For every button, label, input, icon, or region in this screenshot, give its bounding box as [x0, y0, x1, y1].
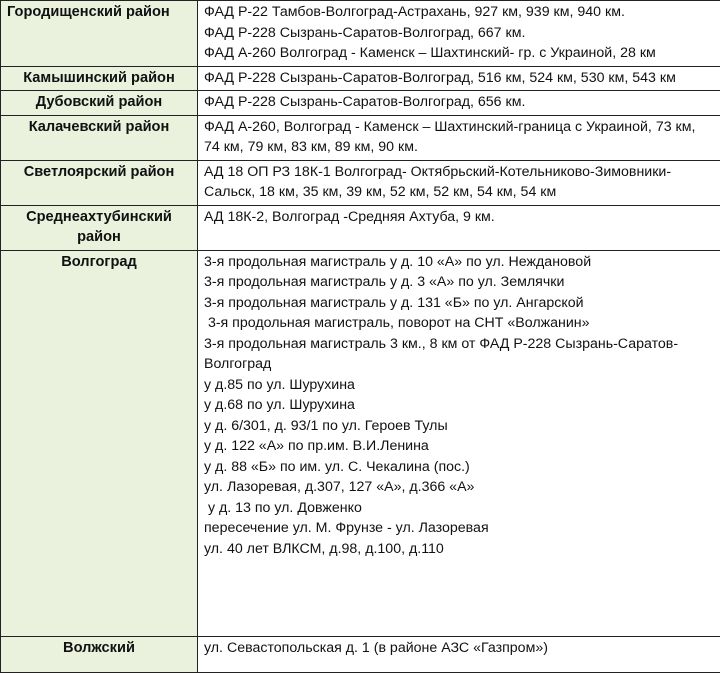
- road-line: пересечение ул. М. Фрунзе - ул. Лазоревая: [204, 518, 714, 539]
- road-line: у д. 6/301, д. 93/1 по ул. Героев Тулы: [204, 416, 714, 437]
- district-cell: Камышинский район: [1, 66, 198, 91]
- table-row: [1, 1, 720, 67]
- district-cell: Калачевский район: [1, 115, 198, 160]
- road-line: ФАД Р-228 Сызрань-Саратов-Волгоград, 667 км.: [204, 23, 714, 44]
- table-row: [1, 160, 720, 205]
- table-row: [1, 115, 720, 160]
- road-line: ФАД Р-22 Тамбов-Волгоград-Астрахань, 927 км, 939 км, 940 км.: [204, 2, 714, 23]
- road-line: 3-я продольная магистраль у д. 10 «А» по ул. Неждановой: [204, 252, 714, 273]
- roads-cell: [198, 91, 720, 116]
- road-line: 3-я продольная магистраль, поворот на СНТ «Волжанин»: [204, 313, 714, 334]
- table-row: [1, 91, 720, 116]
- table-row: [1, 66, 720, 91]
- road-line: у д. 122 «А» по пр.им. В.И.Ленина: [204, 436, 714, 457]
- district-cell: Дубовский район: [1, 91, 198, 116]
- roads-cell: [198, 636, 720, 672]
- road-line: ул. Лазоревая, д.307, 127 «А», д.366 «А»: [204, 477, 714, 498]
- road-line: ФАД А-260, Волгоград - Каменск – Шахтинский-граница с Украиной, 73 км, 74 км, 79 км, 83 км, 89 км, 90 км.: [204, 117, 714, 158]
- roads-cell: [198, 66, 720, 91]
- district-cell: Среднеахтубинский район: [1, 205, 198, 250]
- road-line: АД 18 ОП РЗ 18К-1 Волгоград- Октябрьский-Котельниково-Зимовники-Сальск, 18 км, 35 км, 39 км, 52 км, 52 км, 54 км, 54 км: [204, 162, 714, 203]
- roads-cell: [198, 1, 720, 67]
- road-line: 3-я продольная магистраль у д. 3 «А» по ул. Землячки: [204, 272, 714, 293]
- roads-cell: [198, 250, 720, 636]
- roads-cell: [198, 205, 720, 250]
- road-line: ФАД Р-228 Сызрань-Саратов-Волгоград, 516 км, 524 км, 530 км, 543 км: [204, 68, 714, 89]
- district-cell: Волгоград: [1, 250, 198, 636]
- district-cell: Светлоярский район: [1, 160, 198, 205]
- road-line: у д.68 по ул. Шурухина: [204, 395, 714, 416]
- table-row: [1, 250, 720, 636]
- road-line: АД 18К-2, Волгоград -Средняя Ахтуба, 9 км.: [204, 207, 714, 228]
- table-row: [1, 205, 720, 250]
- road-line: у д. 13 по ул. Довженко: [204, 498, 714, 519]
- district-cell: Волжский: [1, 636, 198, 672]
- road-line: у д. 88 «Б» по им. ул. С. Чекалина (пос.): [204, 457, 714, 478]
- road-line: ул. 40 лет ВЛКСМ, д.98, д.100, д.110: [204, 539, 714, 560]
- district-cell: Городищенский район: [1, 1, 198, 67]
- roads-cell: [198, 115, 720, 160]
- road-line: ФАД Р-228 Сызрань-Саратов-Волгоград, 656 км.: [204, 92, 714, 113]
- road-line: 3-я продольная магистраль у д. 131 «Б» по ул. Ангарской: [204, 293, 714, 314]
- road-line: ул. Севастопольская д. 1 (в районе АЗС «Газпром»): [204, 638, 714, 659]
- table-row: [1, 636, 720, 672]
- road-line: 3-я продольная магистраль 3 км., 8 км от ФАД Р-228 Сызрань-Саратов-Волгоград: [204, 334, 714, 375]
- road-line: ФАД А-260 Волгоград - Каменск – Шахтинский- гр. с Украиной, 28 км: [204, 43, 714, 64]
- road-line: у д.85 по ул. Шурухина: [204, 375, 714, 396]
- roads-cell: [198, 160, 720, 205]
